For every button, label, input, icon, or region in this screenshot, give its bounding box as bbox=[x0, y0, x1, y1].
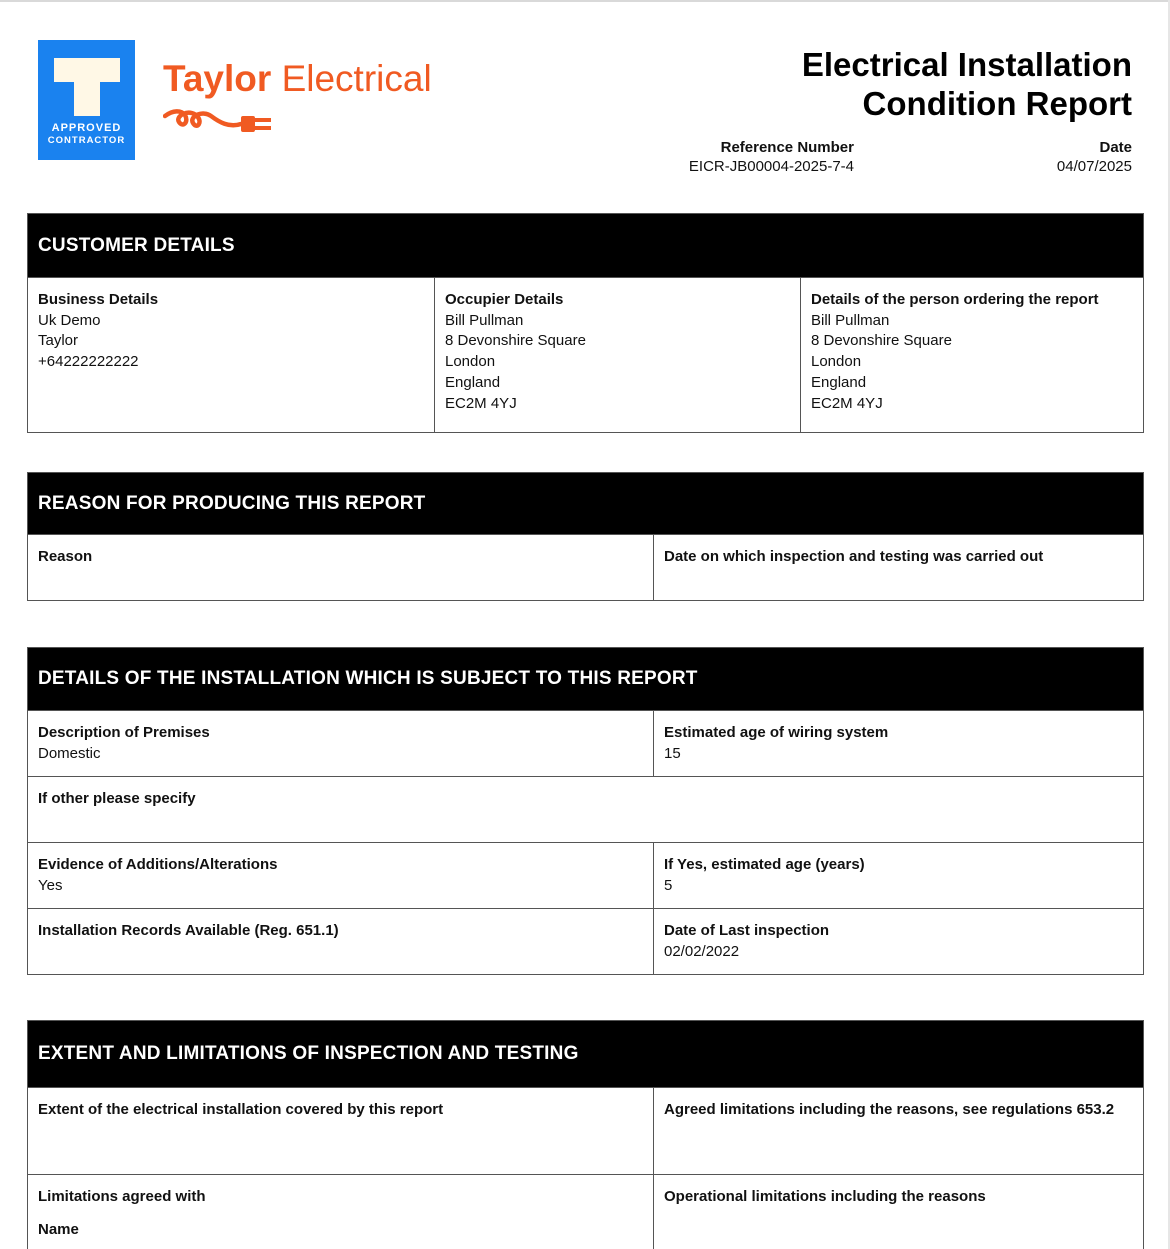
plug-cable-icon bbox=[163, 106, 275, 140]
operational-limitations-cell bbox=[653, 1175, 1143, 1249]
company-name-bold: Taylor bbox=[163, 58, 272, 99]
report-title-line2: Condition Report bbox=[862, 85, 1132, 122]
limitations-agreed-label: Limitations agreed with bbox=[38, 1188, 206, 1205]
installation-heading: DETAILS OF THE INSTALLATION WHICH IS SUBJECT TO THIS REPORT bbox=[28, 648, 1143, 710]
installation-section bbox=[27, 647, 1144, 975]
installation-row bbox=[28, 842, 1143, 908]
name-label: Name bbox=[38, 1220, 79, 1238]
reason-label: Reason bbox=[38, 548, 93, 565]
other-specify-cell bbox=[28, 777, 1143, 842]
agreed-limitations-cell bbox=[653, 1088, 1143, 1174]
customer-details-row bbox=[28, 277, 1143, 432]
installation-records-label: Installation Records Available (Reg. 651.1) bbox=[38, 922, 339, 939]
wiring-age-value: 15 bbox=[664, 744, 681, 762]
date-label: Date bbox=[1099, 139, 1132, 156]
additions-cell bbox=[28, 843, 653, 908]
orderer-line: 8 Devonshire Square bbox=[811, 332, 952, 350]
customer-details-heading: CUSTOMER DETAILS bbox=[28, 214, 1143, 277]
premises-description-label: Description of Premises bbox=[38, 724, 210, 741]
top-border bbox=[0, 0, 1170, 2]
other-specify-label: If other please specify bbox=[38, 790, 196, 807]
wiring-age-label: Estimated age of wiring system bbox=[664, 724, 889, 741]
additions-age-value: 5 bbox=[664, 876, 673, 894]
reason-section bbox=[27, 472, 1144, 601]
orderer-details-label: Details of the person ordering the report bbox=[811, 291, 1099, 308]
additions-age-label: If Yes, estimated age (years) bbox=[664, 856, 865, 873]
occupier-line: England bbox=[445, 373, 501, 391]
orderer-line: London bbox=[811, 353, 862, 371]
occupier-details-label: Occupier Details bbox=[445, 291, 564, 308]
company-name-rest: Electrical bbox=[281, 58, 432, 99]
extent-row bbox=[28, 1087, 1143, 1174]
report-title-line1: Electrical Installation bbox=[801, 46, 1132, 83]
wiring-age-cell bbox=[653, 711, 1143, 776]
orderer-line: England bbox=[811, 373, 867, 391]
approved-contractor-badge bbox=[38, 40, 135, 160]
premises-description-value: Domestic bbox=[38, 744, 101, 762]
occupier-line: London bbox=[445, 353, 496, 371]
orderer-line: EC2M 4YJ bbox=[811, 394, 883, 412]
inspection-date-cell bbox=[653, 535, 1143, 600]
reference-number-value: EICR-JB00004-2025-7-4 bbox=[688, 158, 854, 175]
report-title bbox=[802, 45, 1132, 123]
company-name bbox=[163, 58, 432, 100]
orderer-details-cell bbox=[800, 278, 1143, 432]
extent-covered-label: Extent of the electrical installation covered by this report bbox=[38, 1101, 444, 1118]
reason-cell bbox=[28, 535, 653, 600]
extent-covered-cell bbox=[28, 1088, 653, 1174]
installation-row bbox=[28, 710, 1143, 776]
reason-heading: REASON FOR PRODUCING THIS REPORT bbox=[28, 473, 1143, 534]
installation-row bbox=[28, 776, 1143, 842]
additions-value: Yes bbox=[38, 876, 63, 894]
business-details-cell bbox=[28, 278, 434, 432]
badge-line1: APPROVED bbox=[51, 122, 122, 134]
business-details-label: Business Details bbox=[38, 291, 159, 308]
extent-row bbox=[28, 1174, 1143, 1249]
inspection-date-label: Date on which inspection and testing was carried out bbox=[664, 548, 1044, 565]
occupier-details-cell bbox=[434, 278, 800, 432]
date-value: 04/07/2025 bbox=[1056, 158, 1132, 175]
business-line: Taylor bbox=[38, 332, 79, 350]
extent-heading: EXTENT AND LIMITATIONS OF INSPECTION AND TESTING bbox=[28, 1021, 1143, 1087]
occupier-line: EC2M 4YJ bbox=[445, 394, 517, 412]
badge-line2: CONTRACTOR bbox=[47, 135, 126, 146]
operational-limitations-label: Operational limitations including the reasons bbox=[664, 1188, 986, 1205]
business-line: +64222222222 bbox=[38, 353, 139, 371]
limitations-agreed-cell bbox=[28, 1175, 653, 1249]
occupier-line: Bill Pullman bbox=[445, 311, 524, 329]
reference-number-label: Reference Number bbox=[720, 139, 854, 156]
business-line: Uk Demo bbox=[38, 311, 101, 329]
premises-description-cell bbox=[28, 711, 653, 776]
installation-row bbox=[28, 908, 1143, 974]
installation-records-cell bbox=[28, 909, 653, 974]
reason-row bbox=[28, 534, 1143, 600]
extent-section bbox=[27, 1020, 1144, 1249]
additions-age-cell bbox=[653, 843, 1143, 908]
last-inspection-cell bbox=[653, 909, 1143, 974]
agreed-limitations-label: Agreed limitations including the reasons, see regulations 653.2 bbox=[664, 1101, 1115, 1118]
orderer-line: Bill Pullman bbox=[811, 311, 890, 329]
last-inspection-label: Date of Last inspection bbox=[664, 922, 830, 939]
occupier-line: 8 Devonshire Square bbox=[445, 332, 586, 350]
customer-details-section bbox=[27, 213, 1144, 433]
additions-label: Evidence of Additions/Alterations bbox=[38, 856, 278, 873]
last-inspection-value: 02/02/2022 bbox=[664, 942, 740, 960]
